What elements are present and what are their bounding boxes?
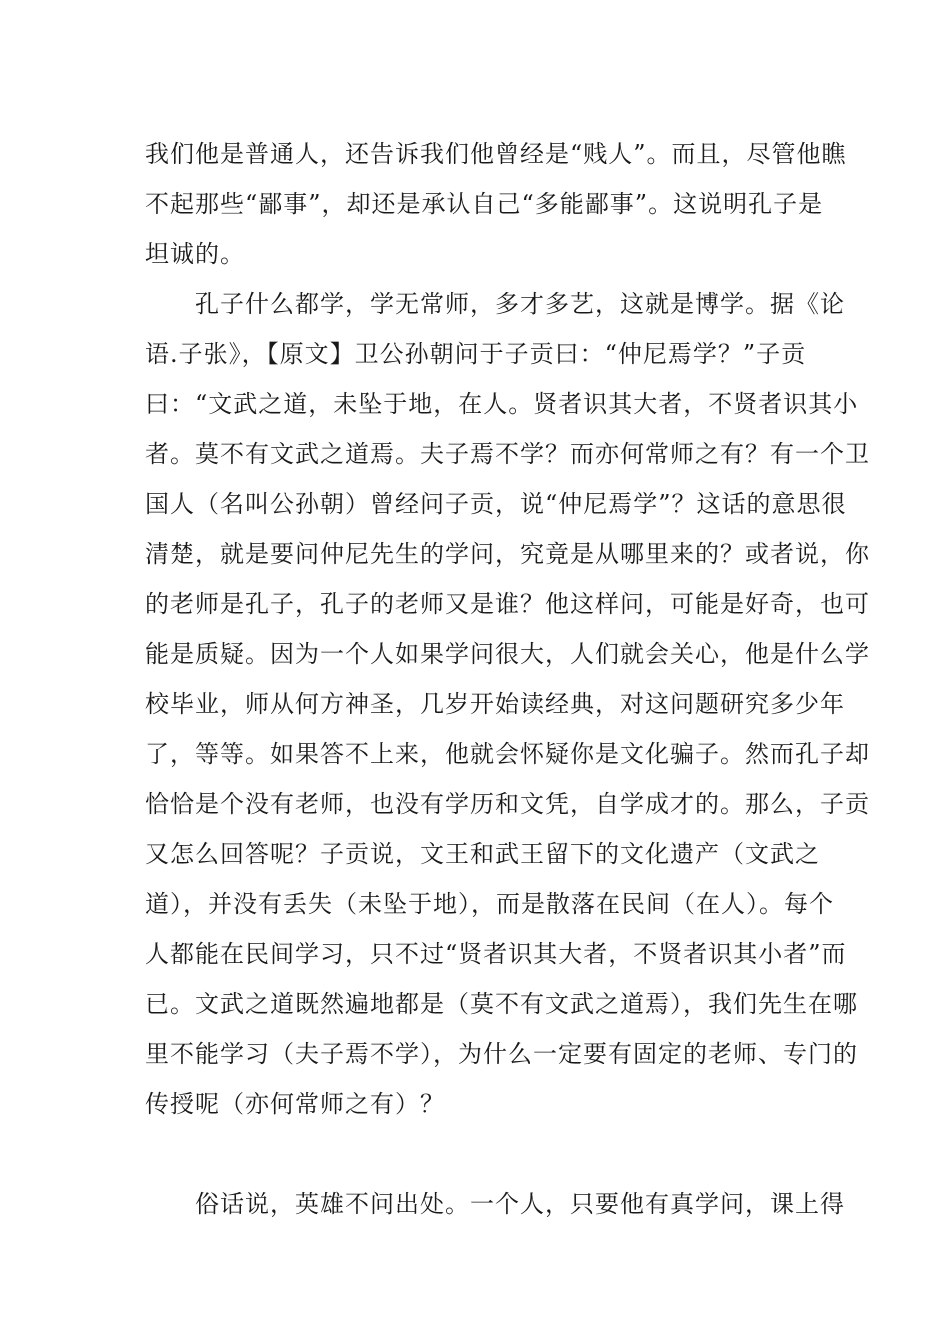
paragraph-1-line-3: 坦诚的。 <box>145 240 245 268</box>
paragraph-2-line-16: 里不能学习（夫子焉不学），为什么一定要有固定的老师、专门的 <box>145 1040 858 1068</box>
paragraph-2-line-3: 曰：“文武之道，未坠于地，在人。贤者识其大者，不贤者识其小 <box>145 390 859 418</box>
paragraph-2-line-9: 校毕业，师从何方神圣，几岁开始读经典，对这问题研究多少年 <box>145 690 845 718</box>
paragraph-1-line-1: 我们他是普通人，还告诉我们他曾经是“贱人”。而且，尽管他瞧 <box>145 140 847 168</box>
paragraph-2-line-15: 已。文武之道既然遍地都是（莫不有文武之道焉），我们先生在哪 <box>145 990 858 1018</box>
paragraph-2-line-14: 人都能在民间学习，只不过“贤者识其大者，不贤者识其小者”而 <box>145 940 847 968</box>
paragraph-2-line-6: 清楚，就是要问仲尼先生的学问，究竟是从哪里来的？或者说，你 <box>145 540 870 568</box>
paragraph-2-line-7: 的老师是孔子，孔子的老师又是谁？他这样问，可能是好奇，也可 <box>145 590 870 618</box>
paragraph-2-line-17: 传授呢（亦何常师之有）？ <box>145 1090 445 1118</box>
paragraph-2-line-2: 语.子张》，【原文】卫公孙朝问于子贡曰：“仲尼焉学？”子贡 <box>145 340 807 368</box>
paragraph-2-line-5: 国人（名叫公孙朝）曾经问子贡，说“仲尼焉学”？这话的意思很 <box>145 490 847 518</box>
paragraph-2-line-8: 能是质疑。因为一个人如果学问很大，人们就会关心，他是什么学 <box>145 640 870 668</box>
paragraph-2-line-12: 又怎么回答呢？子贡说，文王和武王留下的文化遗产（文武之 <box>145 840 820 868</box>
paragraph-2-line-11: 恰恰是个没有老师，也没有学历和文凭，自学成才的。那么，子贡 <box>145 790 870 818</box>
paragraph-2-line-1: 孔子什么都学，学无常师，多才多艺，这就是博学。据《论 <box>195 290 845 318</box>
paragraph-2-line-4: 者。莫不有文武之道焉。夫子焉不学？而亦何常师之有？有一个卫 <box>145 440 870 468</box>
paragraph-2-line-13: 道），并没有丢失（未坠于地），而是散落在民间（在人）。每个 <box>145 890 834 918</box>
paragraph-2-line-10: 了，等等。如果答不上来，他就会怀疑你是文化骗子。然而孔子却 <box>145 740 870 768</box>
paragraph-3-line-1: 俗话说，英雄不问出处。一个人，只要他有真学问，课上得 <box>195 1190 845 1218</box>
paragraph-1-line-2: 不起那些“鄙事”，却还是承认自己“多能鄙事”。这说明孔子是 <box>145 190 824 218</box>
